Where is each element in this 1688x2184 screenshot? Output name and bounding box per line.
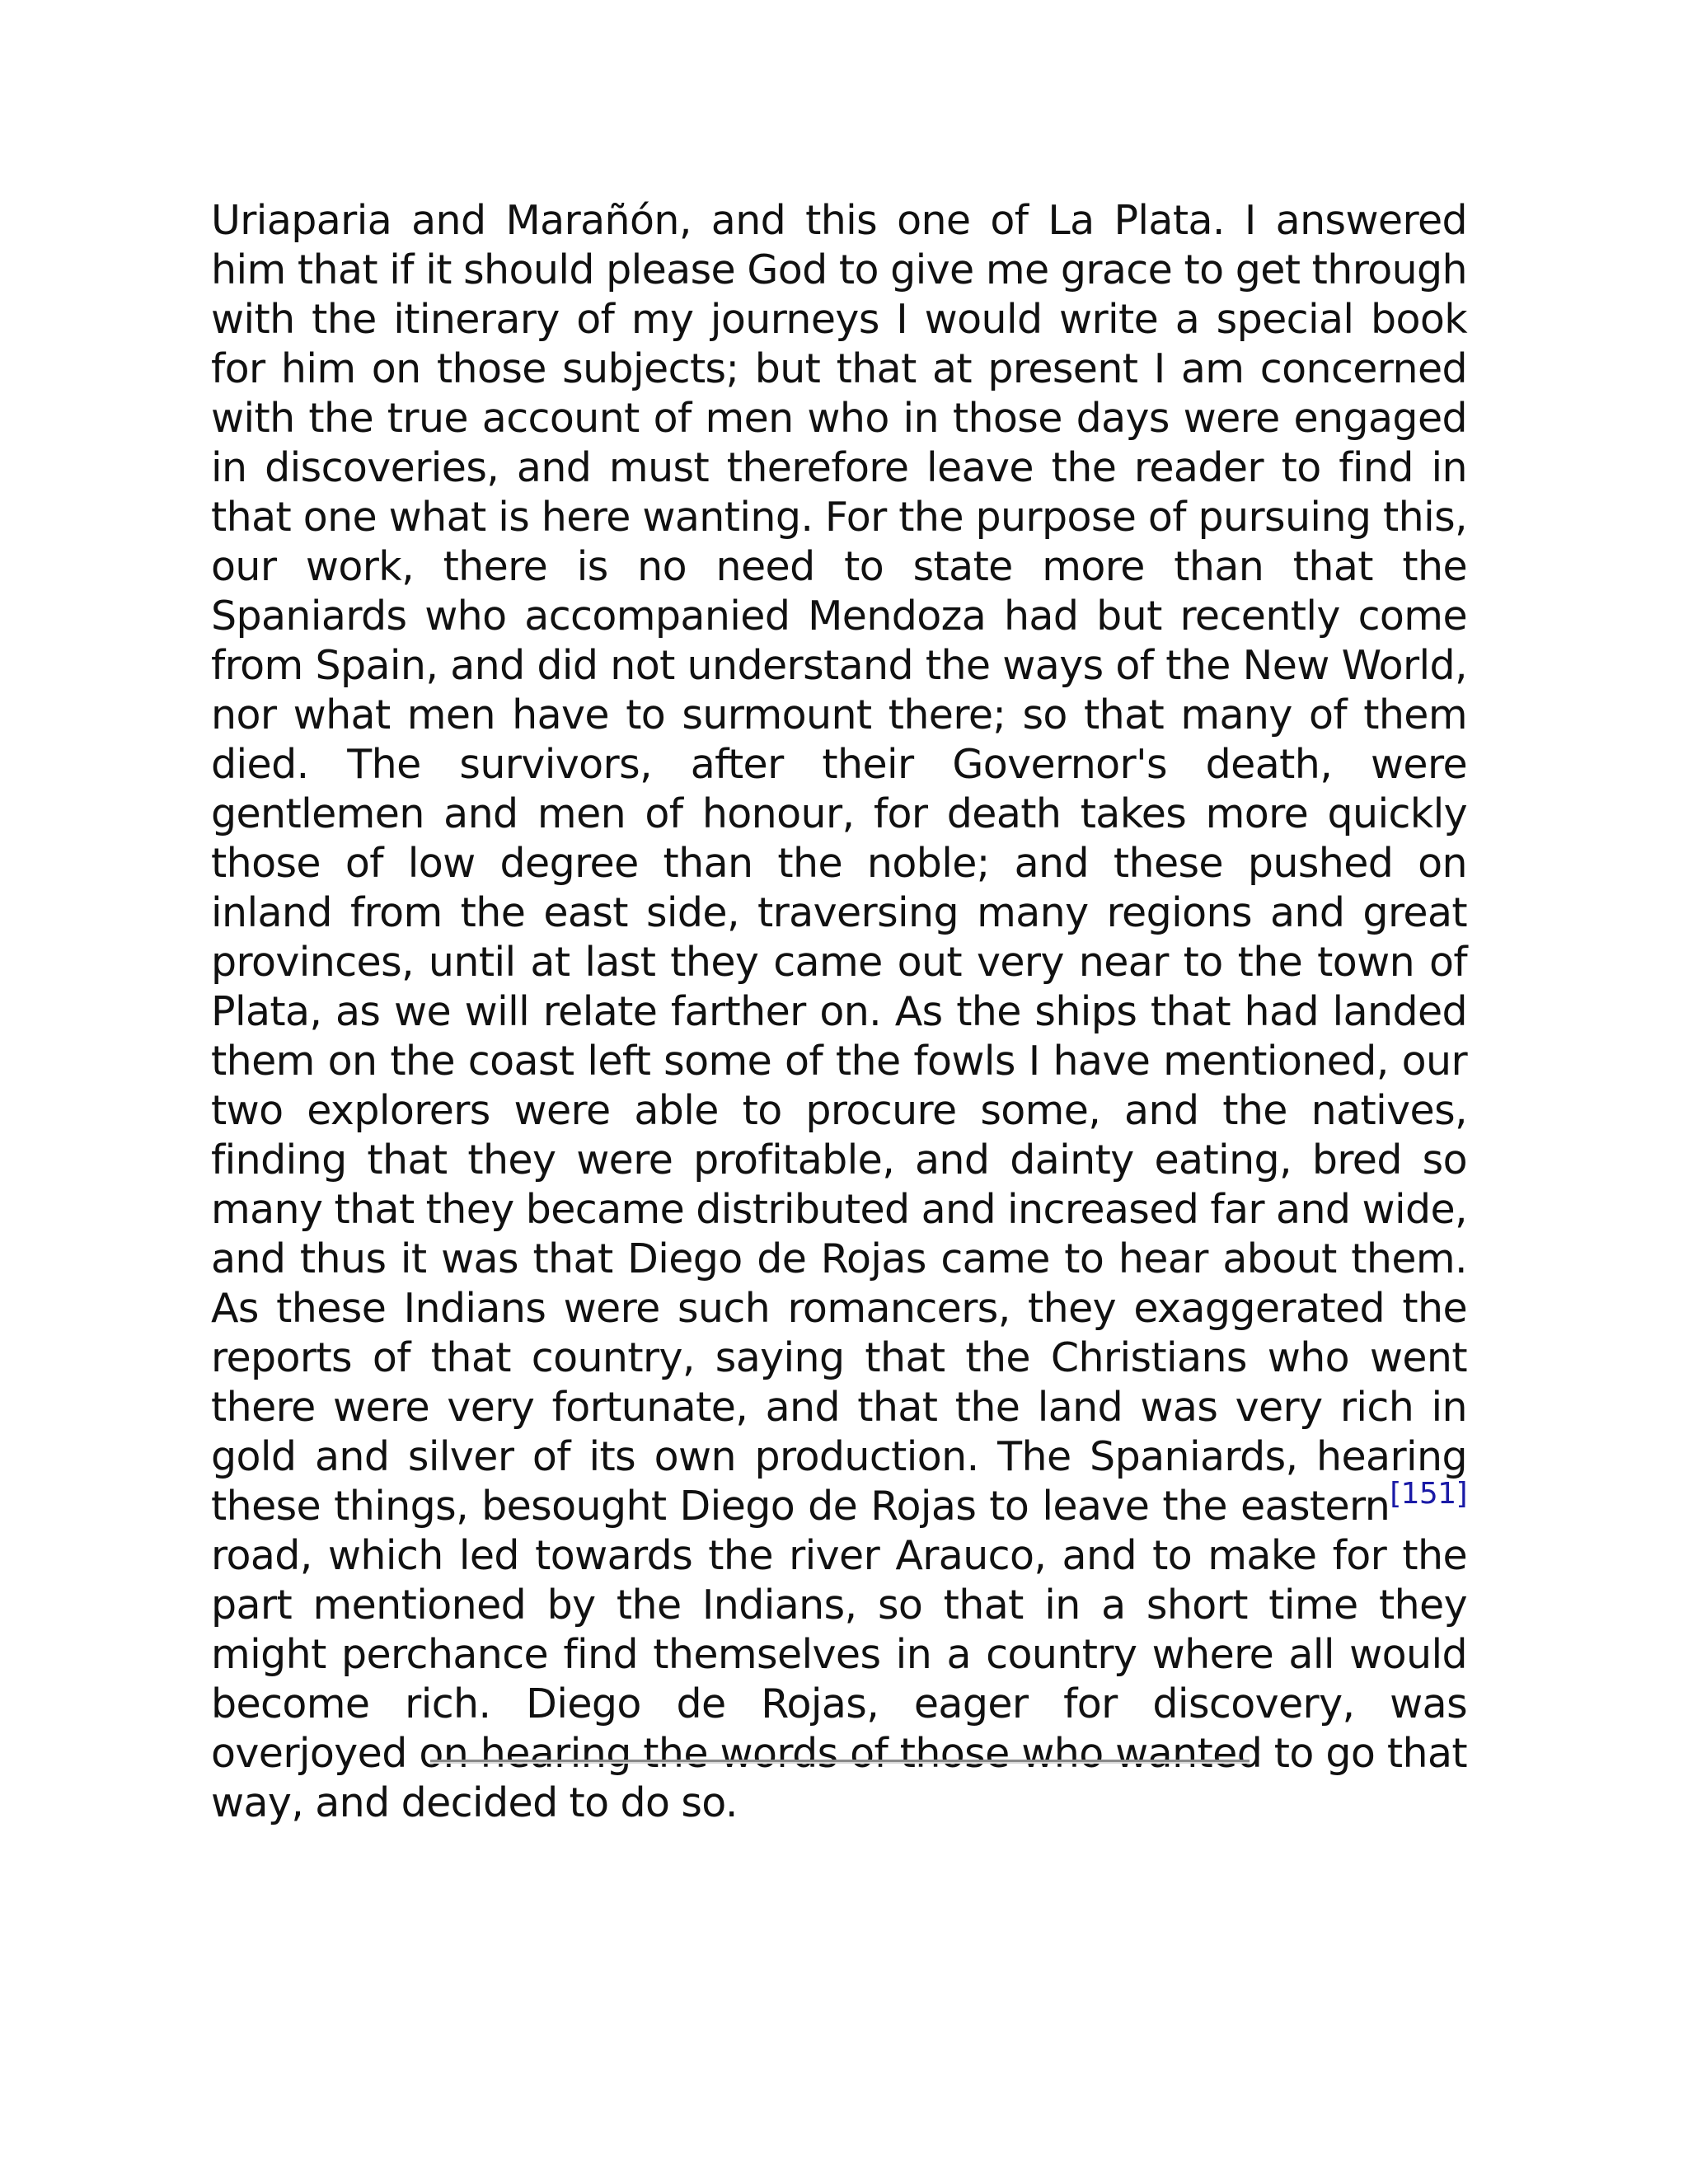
document-page — [211, 196, 1467, 1828]
paragraph-text-after-footnote: road, which led towards the river Arauco, and to make for the part mentioned by the Indians, so that in a short time they might perchance find themselves in a country where all would become rich. Diego de Rojas, eager for discovery, was overjoyed on hearing the words of those who wanted to go that way, and decided to do so. — [211, 1532, 1467, 1826]
paragraph-text-before-footnote: Uriaparia and Marañón, and this one of La Plata. I answered him that if it should please God to give me grace to get through with the itinerary of my journeys I would write a special book for him on those subjects; but that at present I am concerned with the true account of men who in those days were engaged in discoveries, and must therefore leave the reader to find in that one what is here wanting. For the purpose of pursuing this, our work, there is no need to state more than that the Spaniards who accompanied Mendoza had but recently come from Spain, and did not understand the ways of the New World, nor what men have to surmount there; so that many of them died. The survivors, after their Governor's death, were gentlemen and men of honour, for death takes more quickly those of low degree than the noble; and these pushed on inland from the east side, traversing many regions and great provinces, until at last they came out very near to the town of Plata, as we will relate farther on. As the ships that had landed them on the coast left some of the fowls I have mentioned, our two explorers were able to procure some, and the natives, finding that they were profitable, and dainty eating, bred so many that they became distributed and increased far and wide, and thus it was that Diego de Rojas came to hear about them. As these Indians were such romancers, they exaggerated the reports of that country, saying that the Christians who went there were very fortunate, and that the land was very rich in gold and silver of its own production. The Spaniards, hearing these things, besought Diego de Rojas to leave the eastern — [211, 197, 1467, 1530]
body-paragraph — [211, 196, 1467, 1828]
footnote-link-151[interactable]: [151] — [1390, 1477, 1467, 1511]
horizontal-rule — [430, 1760, 1250, 1762]
